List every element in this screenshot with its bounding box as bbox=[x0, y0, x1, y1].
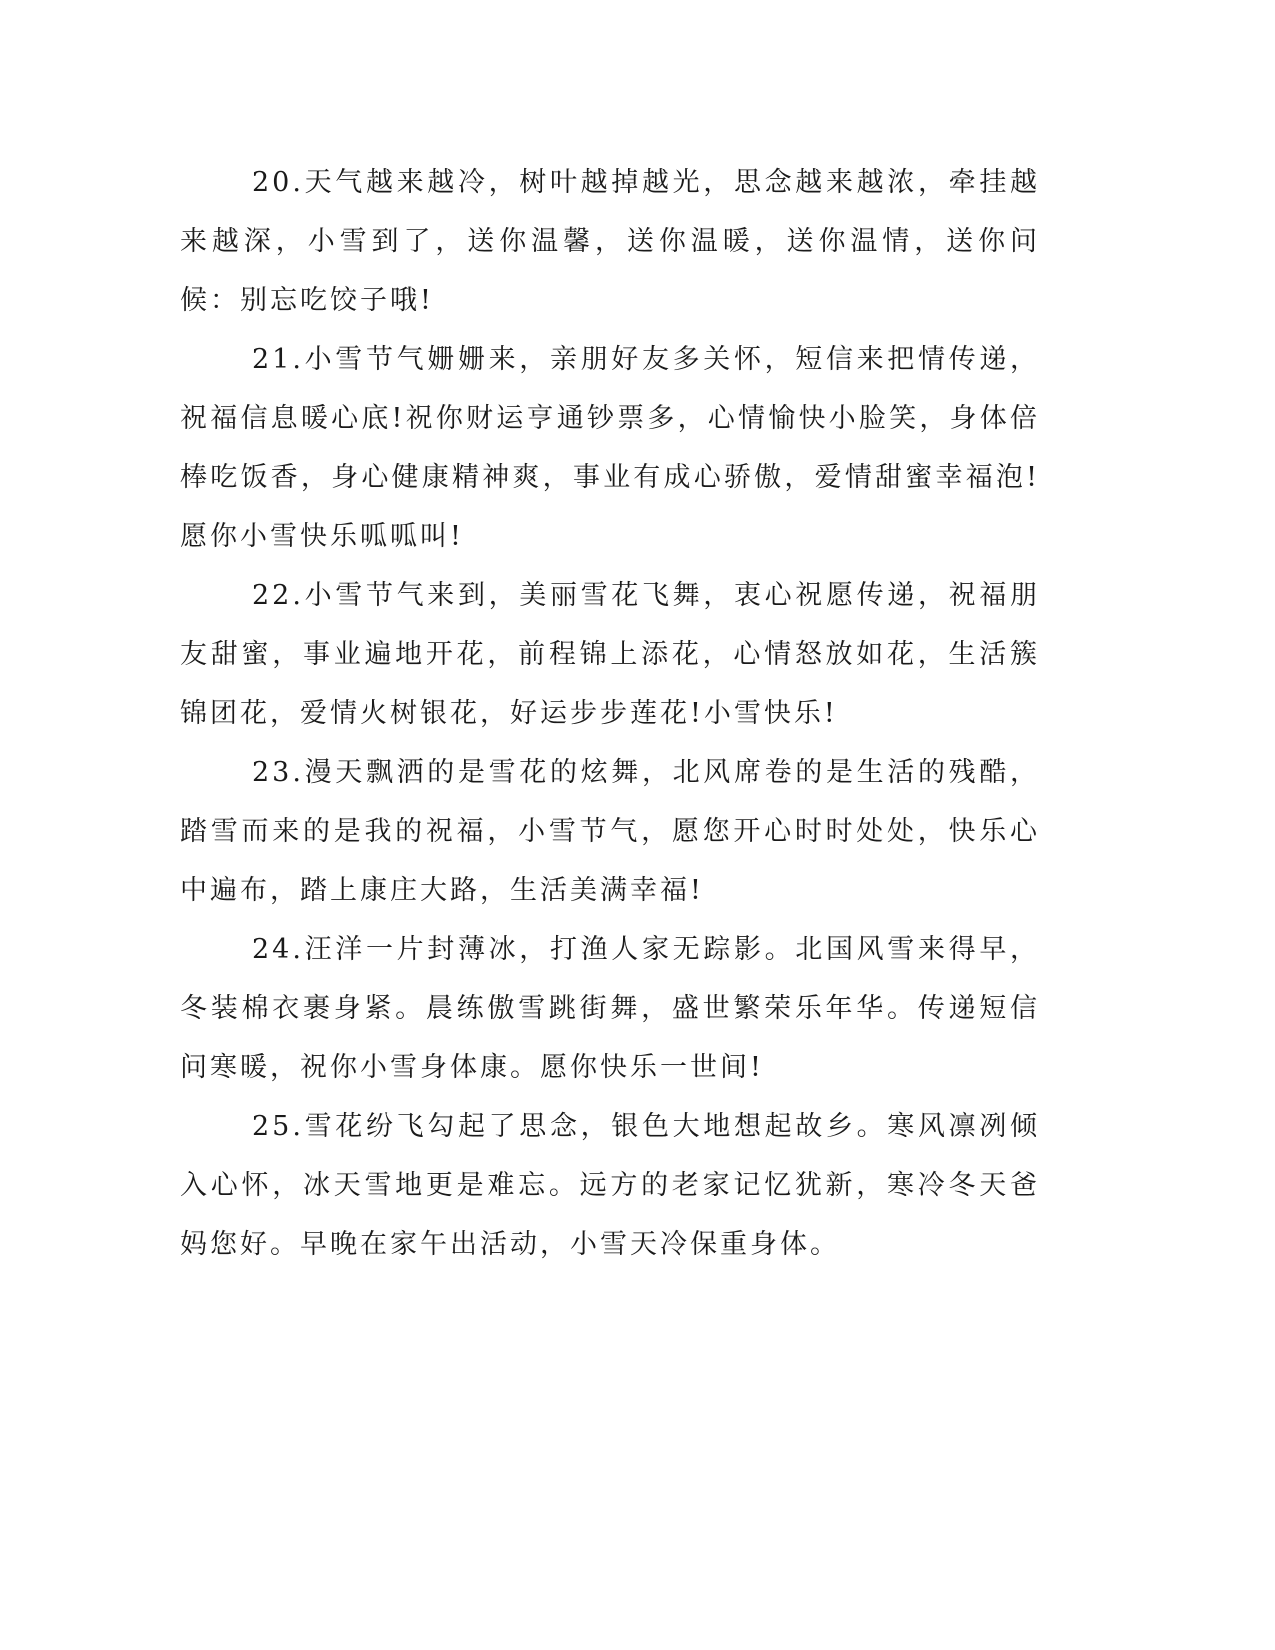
paragraph-20: 20.天气越来越冷，树叶越掉越光，思念越来越浓，牵挂越来越深，小雪到了，送你温馨，送你温暖，送你温情，送你问候：别忘吃饺子哦! bbox=[180, 167, 1040, 316]
paragraph-22: 22.小雪节气来到，美丽雪花飞舞，衷心祝愿传递，祝福朋友甜蜜，事业遍地开花，前程锦上添花，心情怒放如花，生活簇锦团花，爱情火树银花，好运步步莲花!小雪快乐! bbox=[180, 580, 1040, 729]
paragraph-23: 23.漫天飘洒的是雪花的炫舞，北风席卷的是生活的残酷，踏雪而来的是我的祝福，小雪节气，愿您开心时时处处，快乐心中遍布，踏上康庄大路，生活美满幸福! bbox=[180, 757, 1040, 906]
paragraph-25: 25.雪花纷飞勾起了思念，银色大地想起故乡。寒风凛冽倾入心怀，冰天雪地更是难忘。远方的老家记忆犹新，寒冷冬天爸妈您好。早晚在家午出活动，小雪天冷保重身体。 bbox=[180, 1111, 1040, 1260]
paragraph-21: 21.小雪节气姗姗来，亲朋好友多关怀，短信来把情传递，祝福信息暖心底!祝你财运亨通钞票多，心情愉快小脸笑，身体倍棒吃饭香，身心健康精神爽，事业有成心骄傲，爱情甜蜜幸福泡!愿你小雪快乐呱呱叫! bbox=[180, 344, 1040, 552]
paragraph-24: 24.汪洋一片封薄冰，打渔人家无踪影。北国风雪来得早，冬装棉衣裹身紧。晨练傲雪跳街舞，盛世繁荣乐年华。传递短信问寒暖，祝你小雪身体康。愿你快乐一世间! bbox=[180, 934, 1040, 1083]
document-body bbox=[180, 153, 1040, 1274]
